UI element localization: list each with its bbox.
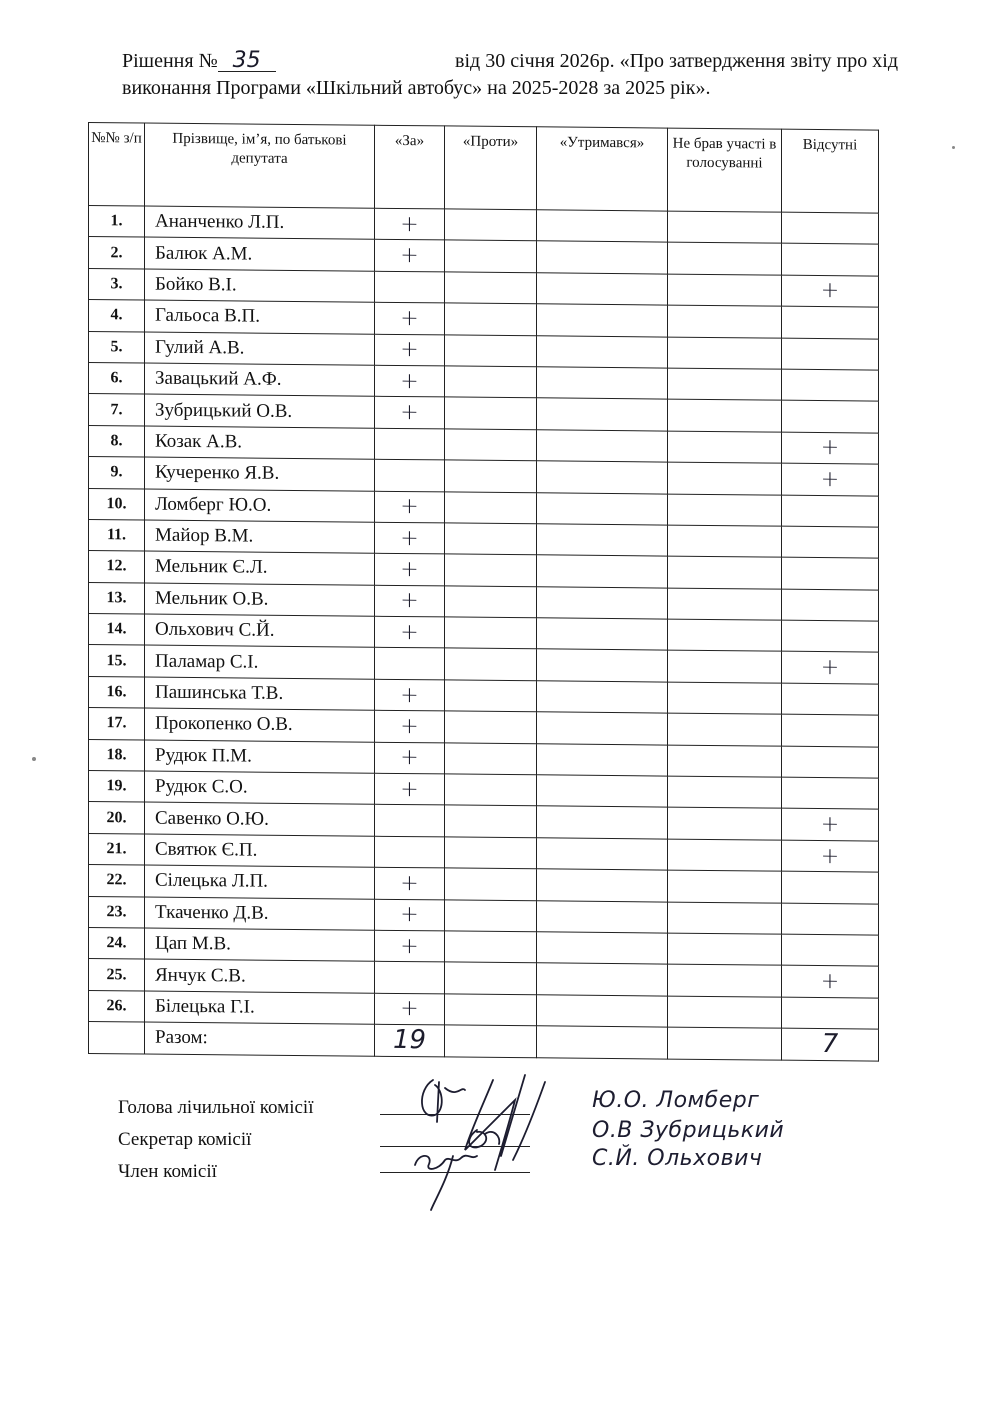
- total-row: [89, 1022, 879, 1061]
- not-voting-cell: [668, 619, 782, 651]
- not-voting-cell: [668, 337, 782, 369]
- vote-against-cell: [445, 994, 537, 1026]
- row-number: 21.: [89, 833, 145, 865]
- row-number: 10.: [89, 488, 145, 520]
- row-number: 1.: [89, 206, 145, 238]
- absent-mark: [782, 401, 879, 433]
- not-voting-cell: [668, 807, 782, 839]
- not-voting-cell: [668, 933, 782, 965]
- signature-name-secretary: О.В Зубрицький: [592, 1118, 785, 1143]
- vote-for-mark: +: [375, 993, 445, 1025]
- vote-against-cell: [445, 523, 537, 555]
- vote-abstain-cell: [537, 430, 668, 463]
- absent-mark: +: [782, 809, 879, 841]
- vote-against-cell: [445, 648, 537, 680]
- scan-speck: [952, 146, 955, 149]
- row-number: 25.: [89, 959, 145, 991]
- row-number: 16.: [89, 676, 145, 708]
- deputy-name: Янчук С.В.: [145, 959, 375, 993]
- absent-mark: [782, 306, 879, 338]
- not-voting-cell: [668, 494, 782, 526]
- vote-for-mark: [375, 962, 445, 994]
- vote-table: [88, 122, 879, 1061]
- signature-name-member: С.Й. Ольхович: [592, 1146, 763, 1171]
- deputy-name: Білецька Г.І.: [145, 991, 375, 1025]
- row-number: 14.: [89, 614, 145, 646]
- vote-table-wrapper: [88, 122, 878, 1061]
- vote-abstain-cell: [537, 963, 668, 996]
- vote-for-mark: +: [375, 679, 445, 711]
- deputy-name: Святюк Є.П.: [145, 834, 375, 868]
- vote-against-cell: [445, 774, 537, 806]
- row-number: 4.: [89, 300, 145, 332]
- vote-for-mark: +: [375, 930, 445, 962]
- vote-against-cell: [445, 743, 537, 775]
- vote-for-mark: +: [375, 711, 445, 743]
- absent-mark: [782, 777, 879, 809]
- vote-abstain-cell: [537, 241, 668, 274]
- deputy-name: Рудюк С.О.: [145, 771, 375, 805]
- absent-mark: [782, 369, 879, 401]
- deputy-name: Кучеренко Я.В.: [145, 457, 375, 491]
- vote-for-mark: +: [375, 585, 445, 617]
- deputy-name: Прокопенко О.В.: [145, 708, 375, 742]
- table-header-row: [89, 123, 879, 214]
- vote-for-mark: +: [375, 240, 445, 272]
- vote-for-mark: +: [375, 365, 445, 397]
- vote-abstain-cell: [537, 367, 668, 400]
- total-for: 19: [375, 1024, 445, 1056]
- total-absent: 7: [782, 1028, 879, 1060]
- col-not-voting: Не брав участі в голосуванні: [668, 128, 782, 212]
- vote-for-mark: +: [375, 397, 445, 429]
- not-voting-cell: [668, 902, 782, 934]
- decision-number: 35: [218, 51, 276, 72]
- deputy-name: Мельник Є.Л.: [145, 551, 375, 585]
- row-number: 18.: [89, 739, 145, 771]
- row-number: 8.: [89, 425, 145, 457]
- row-number: 20.: [89, 802, 145, 834]
- not-voting-cell: [668, 964, 782, 996]
- deputy-name: Майор В.М.: [145, 520, 375, 554]
- vote-abstain-cell: [537, 838, 668, 871]
- not-voting-cell: [668, 588, 782, 620]
- total-against: [445, 1025, 537, 1057]
- decision-prefix: Рішення №: [122, 50, 218, 72]
- deputy-name: Гальоса В.П.: [145, 300, 375, 334]
- vote-abstain-cell: [537, 775, 668, 808]
- col-absent: Відсутні: [782, 129, 879, 213]
- not-voting-cell: [668, 745, 782, 777]
- vote-abstain-cell: [537, 398, 668, 431]
- not-voting-cell: [668, 274, 782, 306]
- vote-for-mark: +: [375, 491, 445, 523]
- deputy-name: Ломберг Ю.О.: [145, 489, 375, 523]
- vote-for-mark: [375, 459, 445, 491]
- vote-abstain-cell: [537, 555, 668, 588]
- vote-for-mark: [375, 648, 445, 680]
- vote-against-cell: [445, 303, 537, 335]
- vote-for-mark: +: [375, 554, 445, 586]
- row-number: 15.: [89, 645, 145, 677]
- row-number: 23.: [89, 896, 145, 928]
- deputy-name: Завацький А.Ф.: [145, 363, 375, 397]
- decision-number-line: [122, 48, 276, 75]
- col-for: «За»: [375, 125, 445, 209]
- vote-for-mark: +: [375, 522, 445, 554]
- vote-abstain-cell: [537, 335, 668, 368]
- vote-abstain-cell: [537, 304, 668, 337]
- not-voting-cell: [668, 462, 782, 494]
- signature-role-secretary: Секретар комісії: [118, 1129, 252, 1150]
- absent-mark: +: [782, 966, 879, 998]
- not-voting-cell: [668, 211, 782, 243]
- not-voting-cell: [668, 682, 782, 714]
- scan-speck: [32, 757, 36, 761]
- absent-mark: [782, 871, 879, 903]
- not-voting-cell: [668, 839, 782, 871]
- row-number: 26.: [89, 990, 145, 1022]
- not-voting-cell: [668, 870, 782, 902]
- absent-mark: [782, 526, 879, 558]
- deputy-name: Савенко О.Ю.: [145, 802, 375, 836]
- vote-for-mark: [375, 836, 445, 868]
- deputy-name: Балюк А.М.: [145, 237, 375, 271]
- deputy-name: Ананченко Л.П.: [145, 206, 375, 240]
- deputy-name: Пашинська Т.В.: [145, 677, 375, 711]
- vote-abstain-cell: [537, 618, 668, 651]
- vote-against-cell: [445, 586, 537, 618]
- vote-abstain-cell: [537, 932, 668, 965]
- absent-mark: +: [782, 432, 879, 464]
- absent-mark: [782, 338, 879, 370]
- not-voting-cell: [668, 431, 782, 463]
- vote-abstain-cell: [537, 273, 668, 306]
- vote-for-mark: +: [375, 616, 445, 648]
- vote-for-mark: +: [375, 867, 445, 899]
- row-number: 6.: [89, 362, 145, 394]
- vote-against-cell: [445, 460, 537, 492]
- deputy-name: Зубрицький О.В.: [145, 394, 375, 428]
- vote-for-mark: [375, 805, 445, 837]
- vote-abstain-cell: [537, 900, 668, 933]
- vote-abstain-cell: [537, 586, 668, 619]
- vote-for-mark: +: [375, 742, 445, 774]
- vote-against-cell: [445, 711, 537, 743]
- absent-mark: [782, 746, 879, 778]
- absent-mark: [782, 934, 879, 966]
- absent-mark: +: [782, 652, 879, 684]
- deputy-name: Гулий А.В.: [145, 332, 375, 366]
- vote-against-cell: [445, 240, 537, 272]
- vote-against-cell: [445, 429, 537, 461]
- absent-mark: [782, 683, 879, 715]
- absent-mark: [782, 903, 879, 935]
- col-against: «Проти»: [445, 126, 537, 210]
- vote-abstain-cell: [537, 461, 668, 494]
- deputy-name: Цап М.В.: [145, 928, 375, 962]
- vote-abstain-cell: [537, 869, 668, 902]
- vote-for-mark: +: [375, 773, 445, 805]
- deputy-name: Мельник О.В.: [145, 583, 375, 617]
- handwritten-signatures: [405, 1060, 595, 1220]
- vote-abstain-cell: [537, 210, 668, 243]
- col-abstain: «Утримався»: [537, 127, 668, 211]
- row-number: 22.: [89, 865, 145, 897]
- vote-for-mark: [375, 271, 445, 303]
- deputy-name: Сілецька Л.П.: [145, 865, 375, 899]
- row-number: 3.: [89, 268, 145, 300]
- vote-against-cell: [445, 837, 537, 869]
- not-voting-cell: [668, 305, 782, 337]
- absent-mark: [782, 244, 879, 276]
- not-voting-cell: [668, 556, 782, 588]
- row-number: 9.: [89, 457, 145, 489]
- not-voting-cell: [668, 713, 782, 745]
- vote-against-cell: [445, 366, 537, 398]
- absent-mark: +: [782, 463, 879, 495]
- not-voting-cell: [668, 399, 782, 431]
- vote-against-cell: [445, 334, 537, 366]
- not-voting-cell: [668, 651, 782, 683]
- vote-for-mark: [375, 428, 445, 460]
- vote-abstain-cell: [537, 492, 668, 525]
- vote-against-cell: [445, 397, 537, 429]
- vote-for-mark: +: [375, 208, 445, 240]
- decision-date-text: від 30 січня 2026р. «Про затвердження звіту про хід: [455, 50, 898, 72]
- absent-mark: [782, 212, 879, 244]
- not-voting-cell: [668, 242, 782, 274]
- signature-role-member: Член комісії: [118, 1161, 217, 1182]
- row-number: 24.: [89, 927, 145, 959]
- not-voting-cell: [668, 776, 782, 808]
- col-number: №№ з/п: [89, 123, 145, 207]
- vote-against-cell: [445, 209, 537, 241]
- vote-against-cell: [445, 962, 537, 994]
- vote-against-cell: [445, 805, 537, 837]
- vote-against-cell: [445, 868, 537, 900]
- vote-abstain-cell: [537, 681, 668, 714]
- absent-mark: [782, 620, 879, 652]
- vote-against-cell: [445, 272, 537, 304]
- signature-name-chair: Ю.О. Ломберг: [592, 1088, 760, 1113]
- absent-mark: [782, 589, 879, 621]
- table-body: [89, 206, 879, 1030]
- absent-mark: +: [782, 840, 879, 872]
- not-voting-cell: [668, 525, 782, 557]
- absent-mark: [782, 714, 879, 746]
- deputy-name: Ольхович С.Й.: [145, 614, 375, 648]
- absent-mark: [782, 997, 879, 1029]
- row-number: 13.: [89, 582, 145, 614]
- row-number: 19.: [89, 771, 145, 803]
- absent-mark: [782, 495, 879, 527]
- row-number: 17.: [89, 708, 145, 740]
- vote-abstain-cell: [537, 995, 668, 1028]
- deputy-name: Рудюк П.М.: [145, 740, 375, 774]
- vote-abstain-cell: [537, 743, 668, 776]
- title-line-2: виконання Програми «Шкільний автобус» на 2025-2028 за 2025 рік».: [122, 77, 711, 99]
- total-not-voting: [668, 1027, 782, 1059]
- decision-title: [122, 48, 898, 102]
- col-name: Прізвище, ім’я, по батькові депутата: [145, 123, 375, 208]
- absent-mark: [782, 557, 879, 589]
- row-number: 11.: [89, 519, 145, 551]
- vote-against-cell: [445, 554, 537, 586]
- total-num-cell: [89, 1022, 145, 1054]
- absent-mark: +: [782, 275, 879, 307]
- total-abstain: [537, 1026, 668, 1059]
- vote-against-cell: [445, 900, 537, 932]
- vote-abstain-cell: [537, 806, 668, 839]
- vote-for-mark: +: [375, 899, 445, 931]
- vote-abstain-cell: [537, 649, 668, 682]
- row-number: 12.: [89, 551, 145, 583]
- vote-against-cell: [445, 491, 537, 523]
- title-line-1: [122, 48, 898, 75]
- not-voting-cell: [668, 368, 782, 400]
- deputy-name: Козак А.В.: [145, 426, 375, 460]
- vote-for-mark: +: [375, 302, 445, 334]
- deputy-name: Бойко В.І.: [145, 269, 375, 303]
- vote-against-cell: [445, 680, 537, 712]
- total-label: Разом:: [145, 1022, 375, 1056]
- not-voting-cell: [668, 996, 782, 1028]
- row-number: 7.: [89, 394, 145, 426]
- deputy-name: Паламар С.І.: [145, 646, 375, 680]
- vote-abstain-cell: [537, 712, 668, 745]
- row-number: 5.: [89, 331, 145, 363]
- vote-against-cell: [445, 617, 537, 649]
- vote-for-mark: +: [375, 334, 445, 366]
- vote-abstain-cell: [537, 524, 668, 557]
- row-number: 2.: [89, 237, 145, 269]
- deputy-name: Ткаченко Д.В.: [145, 897, 375, 931]
- vote-against-cell: [445, 931, 537, 963]
- signature-role-chair: Голова лічильної комісії: [118, 1097, 314, 1118]
